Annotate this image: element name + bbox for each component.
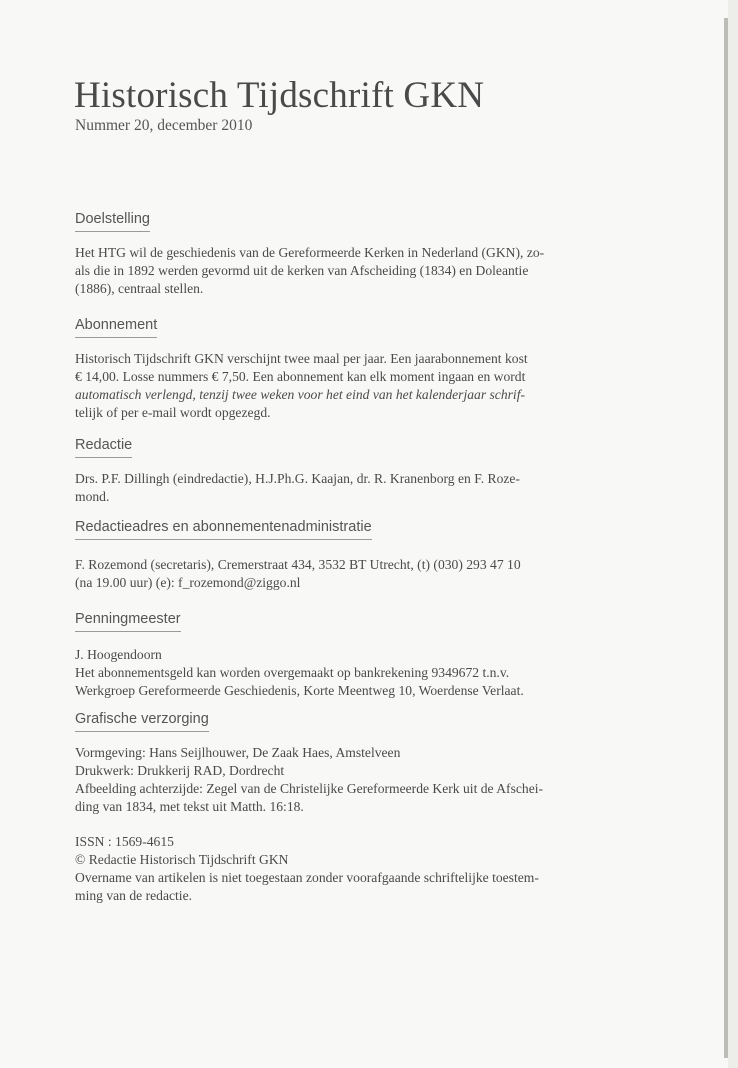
paragraph-line: automatisch verlengd, tenzij twee weken voor het eind van het kalenderjaar schrif-: [75, 387, 525, 402]
paragraph-line: € 14,00. Losse nummers € 7,50. Een abonnement kan elk moment ingaan en wordt: [75, 369, 526, 384]
paragraph-line: Drukwerk: Drukkerij RAD, Dordrecht: [75, 763, 285, 778]
paragraph-line: F. Rozemond (secretaris), Cremerstraat 434, 3532 BT Utrecht, (t) (030) 293 47 10: [75, 557, 521, 572]
paragraph-grafische-verzorging: [75, 744, 577, 816]
heading-penningmeester: Penningmeester: [75, 610, 181, 632]
paragraph-line: Vormgeving: Hans Seijlhouwer, De Zaak Haes, Amstelveen: [75, 745, 401, 760]
paragraph-line: ding van 1834, met tekst uit Matth. 16:18.: [75, 799, 304, 814]
paragraph-line: Historisch Tijdschrift GKN verschijnt twee maal per jaar. Een jaarabonnement kost: [75, 351, 528, 366]
paragraph-doelstelling: [75, 244, 577, 298]
spine-line: [724, 18, 728, 1058]
paragraph-line: Afbeelding achterzijde: Zegel van de Christelijke Gereformeerde Kerk uit de Afschei-: [75, 781, 544, 796]
paragraph-line: telijk of per e-mail wordt opgezegd.: [75, 405, 271, 420]
heading-doelstelling: Doelstelling: [75, 210, 150, 232]
heading-redactie: Redactie: [75, 436, 132, 458]
issue-subtitle: Nummer 20, december 2010: [75, 117, 253, 134]
paragraph-line: als die in 1892 werden gevormd uit de kerken van Afscheiding (1834) en Doleantie: [75, 263, 529, 278]
paragraph-line: J. Hoogendoorn: [75, 647, 162, 662]
paragraph-colofon: [75, 833, 577, 905]
paragraph-penningmeester: [75, 646, 577, 700]
paragraph-line: Overname van artikelen is niet toegestaan zonder voorafgaande schriftelijke toestem-: [75, 870, 539, 885]
copyright-line: © Redactie Historisch Tijdschrift GKN: [75, 852, 289, 867]
page-edge: [728, 0, 738, 1068]
paragraph-line: Het abonnementsgeld kan worden overgemaakt op bankrekening 9349672 t.n.v.: [75, 665, 510, 680]
paragraph-line: (1886), centraal stellen.: [75, 281, 204, 296]
page-title: Historisch Tijdschrift GKN: [74, 75, 485, 116]
paragraph-line: Drs. P.F. Dillingh (eindredactie), H.J.Ph.G. Kaajan, dr. R. Kranenborg en F. Roze-: [75, 471, 520, 486]
paragraph-line: Het HTG wil de geschiedenis van de Gereformeerde Kerken in Nederland (GKN), zo-: [75, 245, 545, 260]
paragraph-line: ming van de redactie.: [75, 888, 193, 903]
paragraph-abonnement: [75, 350, 577, 422]
heading-redactieadres: Redactieadres en abonnementenadministratie: [75, 518, 372, 540]
paragraph-redactie: [75, 470, 577, 506]
heading-abonnement: Abonnement: [75, 316, 157, 338]
paragraph-line: Werkgroep Gereformeerde Geschiedenis, Korte Meentweg 10, Woerdense Verlaat.: [75, 683, 524, 698]
issn-line: ISSN : 1569-4615: [75, 834, 174, 849]
paragraph-redactieadres: [75, 556, 577, 592]
paragraph-line: mond.: [75, 489, 110, 504]
heading-grafische-verzorging: Grafische verzorging: [75, 710, 209, 732]
paragraph-line: (na 19.00 uur) (e): f_rozemond@ziggo.nl: [75, 575, 301, 590]
